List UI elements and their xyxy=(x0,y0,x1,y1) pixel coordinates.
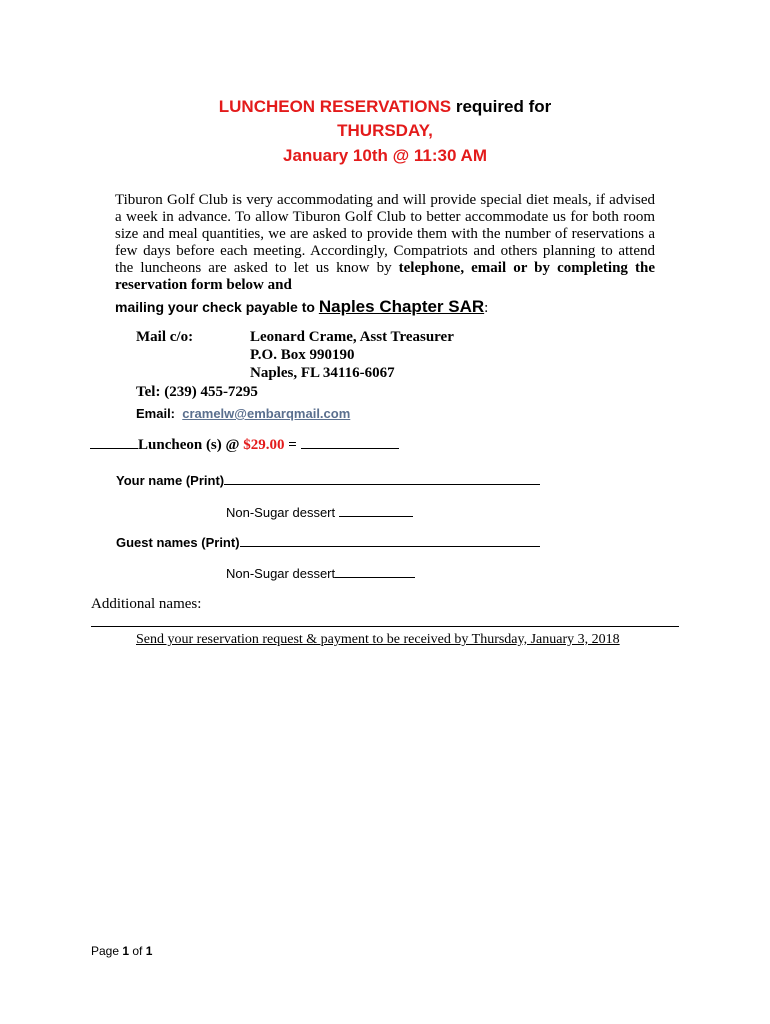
email-line xyxy=(136,406,350,421)
intro-line-5-plain: the luncheons are asked to let us know by xyxy=(115,260,399,276)
title-line-1 xyxy=(0,97,770,117)
non-sugar-field-2[interactable] xyxy=(335,577,415,578)
address-city: Naples, FL 34116-6067 xyxy=(250,365,395,381)
luncheon-total-blank[interactable] xyxy=(301,448,399,449)
non-sugar-field-1[interactable] xyxy=(339,516,413,517)
address-name: Leonard Crame, Asst Treasurer xyxy=(250,329,454,345)
intro-line-1: Tiburon Golf Club is very accommodating and will provide special diet meals, if advised xyxy=(115,192,655,208)
guest-names-label: Guest names (Print) xyxy=(116,535,240,550)
page-current: 1 xyxy=(122,944,130,958)
intro-line-2: a week in advance. To allow Tiburon Golf Club to better accommodate us for both room xyxy=(115,209,655,225)
intro-paragraph xyxy=(115,192,655,294)
page-prefix: Page xyxy=(91,944,123,958)
your-name-field[interactable] xyxy=(224,484,540,485)
mail-co-label: Mail c/o: xyxy=(136,329,194,345)
intro-line-6: reservation form below and xyxy=(115,277,292,293)
title-date-time: January 10th @ 11:30 AM xyxy=(283,146,487,165)
intro-line-4: few days before each meeting. Accordingly, Compatriots and others planning to attend xyxy=(115,243,655,259)
payee-name: Naples Chapter SAR xyxy=(318,297,485,316)
page-of: of xyxy=(129,944,146,958)
title-day: THURSDAY, xyxy=(337,121,433,140)
luncheon-count-blank[interactable] xyxy=(90,448,138,449)
title-luncheon-reservations: LUNCHEON RESERVATIONS xyxy=(218,97,452,116)
telephone: Tel: (239) 455-7295 xyxy=(136,384,258,400)
page-number xyxy=(91,944,152,958)
luncheon-order-line xyxy=(90,437,399,454)
luncheon-price: $29.00 xyxy=(243,437,285,453)
mailing-prefix: mailing your check payable to xyxy=(115,299,319,315)
non-sugar-label-2: Non-Sugar dessert xyxy=(226,566,336,581)
mailing-line xyxy=(115,297,488,317)
your-name-line xyxy=(116,473,540,488)
luncheon-label: Luncheon (s) @ xyxy=(138,437,244,453)
non-sugar-line-2 xyxy=(226,566,415,581)
intro-line-5 xyxy=(115,260,655,277)
non-sugar-line-1 xyxy=(226,505,413,520)
guest-names-line xyxy=(116,535,540,550)
non-sugar-label-1: Non-Sugar dessert xyxy=(226,505,336,520)
reservation-deadline-note: Send your reservation request & payment to be received by Thursday, January 3, 2018 xyxy=(136,632,620,647)
intro-line-5-bold: telephone, email or by completing the xyxy=(398,260,655,276)
intro-line-3: size and meal quantities, we are asked to provide them with the number of reservations a xyxy=(115,226,655,242)
additional-names-label: Additional names: xyxy=(91,596,202,612)
address-po-box: P.O. Box 990190 xyxy=(250,347,355,363)
guest-names-field[interactable] xyxy=(240,546,540,547)
title-required-for: required for xyxy=(451,97,552,116)
additional-names-field[interactable] xyxy=(91,626,679,627)
your-name-label: Your name (Print) xyxy=(116,473,225,488)
email-label: Email: xyxy=(136,406,176,421)
luncheon-equals: = xyxy=(284,437,301,453)
email-link[interactable]: cramelw@embarqmail.com xyxy=(182,406,351,421)
page-total: 1 xyxy=(145,944,153,958)
mailing-suffix: : xyxy=(484,300,489,316)
